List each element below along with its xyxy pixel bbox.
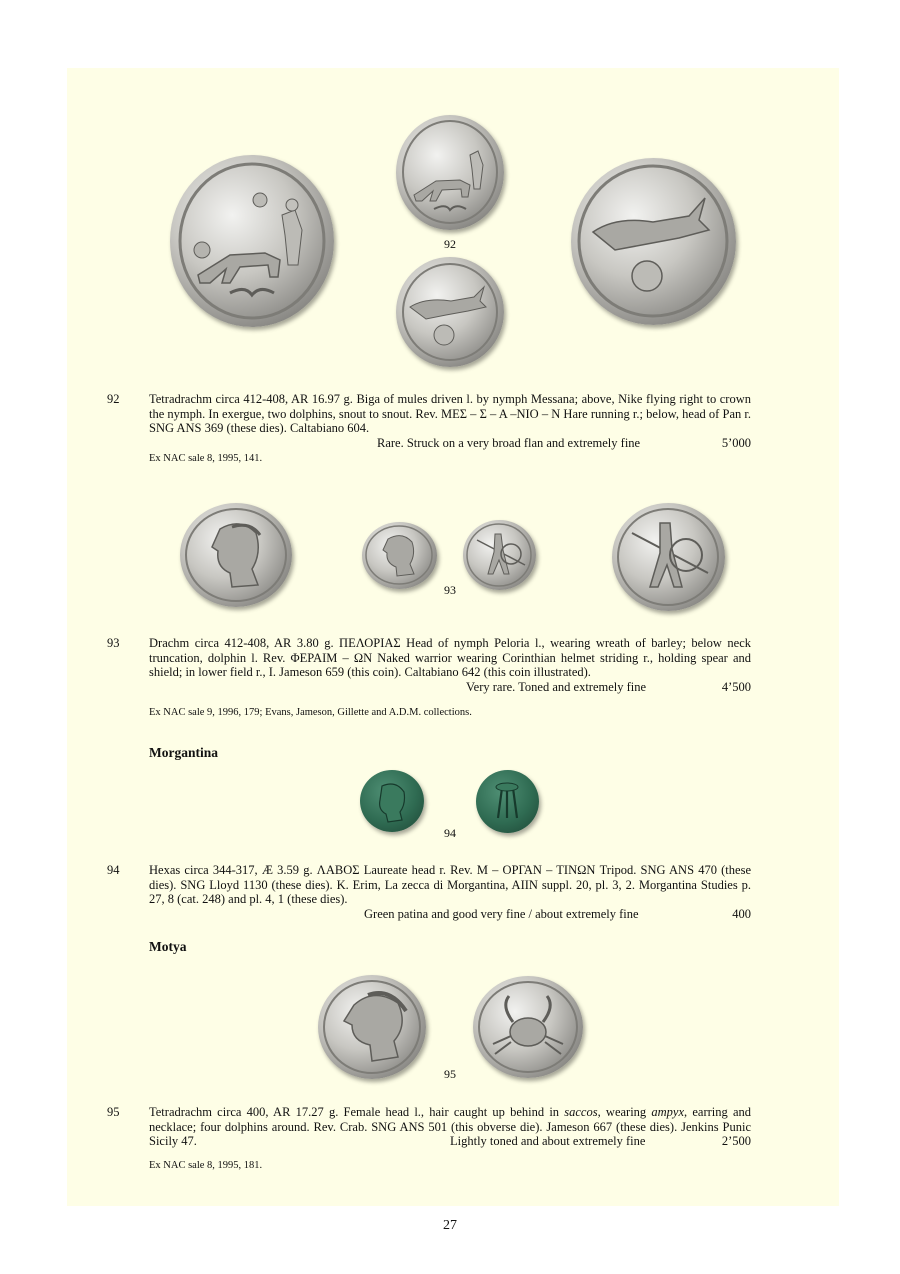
female-head-image	[318, 975, 426, 1079]
hare-and-pan-image	[396, 257, 504, 367]
lot-description: Hexas circa 344-317, Æ 3.59 g. ΛΑΒΟΣ Laureate head r. Rev. Μ – ΟΡΓΑΝ – ΤΙΝΩΝ Tripod. SNG ANS 470 (these dies). SNG Lloyd 1130 (these dies). K. Erim, La zecca di Morgantina, AIIN suppl. 20, pl. 3, 2. Morgantina Studies p. 27, 8 (cat. 248) and pl. 4, 1 (these dies).	[149, 863, 751, 907]
lot-grade: Rare. Struck on a very broad flan and extremely fine	[377, 436, 641, 450]
lot-grade: Very rare. Toned and extremely fine	[466, 680, 647, 694]
lot-grade: Green patina and good very fine / about extremely fine	[364, 907, 639, 921]
lot-estimate: 400	[732, 907, 751, 921]
coin-94-reverse	[476, 770, 539, 833]
description-text: , earring and necklace; four dolphins around. Rev. Crab. SNG ANS 501 (this obverse die). Jameson 667 (these dies). Jenkins Punic Sicily 47.	[149, 1105, 751, 1149]
figure-label-92: 92	[444, 237, 456, 251]
section-heading-morgantina: Morgantina	[149, 745, 218, 760]
lot-number: 92	[107, 392, 120, 406]
coin-93-obverse-large	[180, 503, 292, 607]
head-of-peloria-image	[362, 522, 437, 589]
biga-of-mules-image	[170, 155, 334, 327]
description-text: , wearing	[597, 1105, 652, 1119]
figure-label-95: 95	[444, 1067, 456, 1081]
lot-description: Drachm circa 412-408, AR 3.80 g. ΠΕΛΟΡΙΑΣ Head of nymph Peloria l., wearing wreath of barley; below neck truncation, dolphin l. Rev. ΦΕΡΑΙΜ – ΩΝ Naked warrior wearing Corinthian helmet striding r., holding spear and shield; in lower field r., I. Jameson 659 (this coin). Caltabiano 642 (this coin illustrated).	[149, 636, 751, 680]
coin-92-reverse-large	[571, 158, 736, 325]
lot-provenance: Ex NAC sale 9, 1996, 179; Evans, Jameson, Gillette and A.D.M. collections.	[149, 707, 472, 718]
coin-94-obverse	[360, 770, 424, 832]
section-heading-motya: Motya	[149, 939, 187, 954]
coin-92-reverse-small	[396, 257, 504, 367]
lot-provenance: Ex NAC sale 8, 1995, 181.	[149, 1160, 263, 1171]
lot-number: 94	[107, 863, 120, 877]
figure-label-94: 94	[444, 826, 456, 840]
page-number: 27	[443, 1218, 457, 1233]
description-italic-term: ampyx	[651, 1105, 685, 1119]
lot-grade: Lightly toned and about extremely fine	[450, 1134, 646, 1148]
coin-95-obverse	[318, 975, 426, 1079]
lot-provenance: Ex NAC sale 8, 1995, 141.	[149, 453, 263, 464]
naked-warrior-image	[463, 520, 536, 590]
laureate-head-image	[360, 770, 424, 832]
biga-of-mules-image	[396, 115, 504, 230]
hare-and-pan-image	[571, 158, 736, 325]
naked-warrior-image	[612, 503, 725, 611]
coin-93-reverse-small	[463, 520, 536, 590]
description-text: Tetradrachm circa 400, AR 17.27 g. Female head l., hair caught up behind in	[149, 1105, 565, 1119]
coin-92-obverse-small	[396, 115, 504, 230]
coin-92-obverse-large	[170, 155, 334, 327]
lot-number: 93	[107, 636, 120, 650]
description-italic-term: saccos	[564, 1105, 598, 1119]
lot-estimate: 4’500	[721, 680, 751, 694]
lot-number: 95	[107, 1105, 120, 1119]
coin-93-obverse-small	[362, 522, 437, 589]
lot-estimate: 2’500	[721, 1134, 751, 1148]
lot-description: Tetradrachm circa 412-408, AR 16.97 g. Biga of mules driven l. by nymph Messana; above, Nike flying right to crown the nymph. In exergue, two dolphins, snout to snout. Rev. ΜΕΣ – Σ – Α –ΝΙΟ – Ν Hare running r.; below, head of Pan r. SNG ANS 369 (these dies). Caltabiano 604.	[149, 392, 751, 436]
lot-estimate: 5’000	[721, 436, 751, 450]
tripod-image	[476, 770, 539, 833]
crab-image	[473, 976, 583, 1078]
coin-95-reverse	[473, 976, 583, 1078]
figure-label-93: 93	[444, 583, 456, 597]
head-of-peloria-image	[180, 503, 292, 607]
coin-93-reverse-large	[612, 503, 725, 611]
